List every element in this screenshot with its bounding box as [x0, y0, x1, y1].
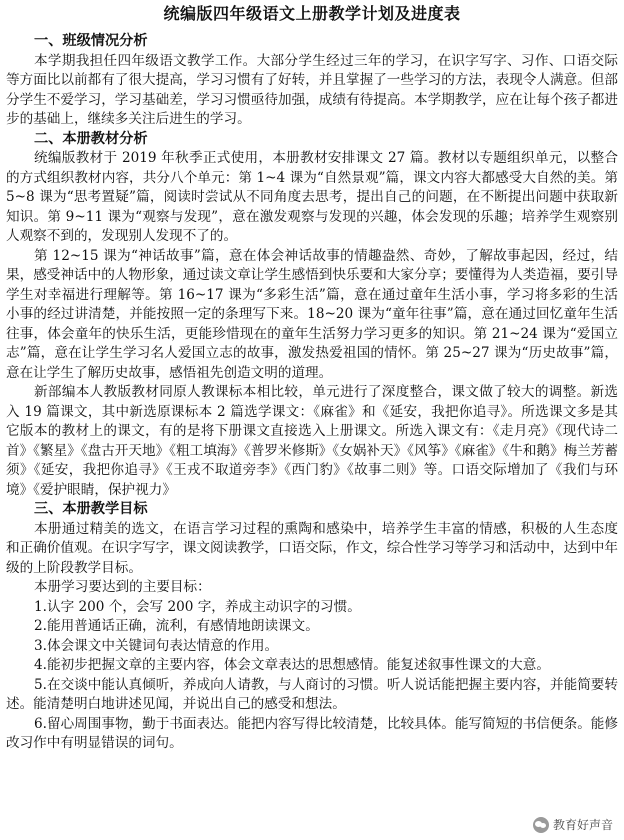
paragraph: 新部编本人教版教材同原人教课标本相比较，单元进行了深度整合，课文做了较大的调整。新选入 19 篇课文，其中新选原课标本 2 篇选学课文：《麻雀》和《延安，我把你追寻》。所选课文多是其它版本的教材上的课文，有的是将下册课文直接选入上册课文。所选入课文有：《走月亮》《现代诗二首》《繁星》《盘古开天地》《粗工填海》《普罗米修斯》《女娲补天》《风筝》《麻雀》《牛和鹅》梅兰芳蓄须》《延安，我把你追寻》《王戎不取道旁李》《西门豹》《故事二则》等。口语交际增加了《我们与环境》《爱护眼睛，保护视力》 [6, 384, 618, 498]
wechat-icon [533, 817, 549, 833]
watermark [530, 815, 616, 834]
paragraph: 本学期我担任四年级语文教学工作。大部分学生经过三年的学习，在识字写字、习作、口语交际等方面比以前都有了很大提高，学习习惯有了好转，并且掌握了一些学习的方法，表现令人满意。但部分学生不爱学习，学习基础差，学习习惯亟待加强，成绩有待提高。本学期教学，应在让每个孩子都进步的基础上，继续多关注后进生的学习。 [6, 52, 618, 127]
goal-item: 5.在交谈中能认真倾听，养成向人请教，与人商讨的习惯。听人说话能把握主要内容，并能简要转述。能清楚明白地讲述见闻，并说出自己的感受和想法。 [6, 676, 618, 712]
goal-item: 2.能用普通话正确，流利，有感情地朗读课文。 [34, 618, 319, 634]
paragraph: 第 12~15 课为“神话故事”篇，意在体会神话故事的情趣盎然、奇妙，了解故事起因，经过，结果，感受神话中的人物形象，通过读文章让学生感悟到快乐要和大家分享；要懂得为人类造福，要引导学生对幸福进行理解等。第 16~17 课为“多彩生活”篇，意在通过童年生活小事，学习将多彩的生活小事的经过讲清楚，并能按照一定的条理写下来。18~20 课为“童年往事”篇，意在通过回忆童年生活往事，体会童年的快乐生活，更能珍惜现在的童年生活努力学习更多的知识。第 21~24 课为“爱国立志”篇，意在让学生学习名人爱国立志的故事，激发热爱祖国的情怀。第 25~27 课为“历史故事”篇，意在让学生了解历史故事，感悟祖先创造文明的道理。 [6, 247, 618, 381]
section-heading-teaching-goals: 三、本册教学目标 [34, 501, 148, 517]
goal-item: 4.能初步把握文章的主要内容，体会文章表达的思想感情。能复述叙事性课文的大意。 [34, 657, 550, 673]
goal-item: 6.留心周围事物，勤于书面表达。能把内容写得比较清楚，比较具体。能写简短的书信便条。能修改习作中有明显错误的词句。 [6, 715, 618, 751]
goal-item: 1.认字 200 个，会写 200 字，养成主动识字的习惯。 [34, 598, 361, 615]
watermark-text: 教育好声音 [552, 818, 613, 832]
page-title: 统编版四年级语文上册教学计划及进度表 [163, 4, 461, 23]
section-heading-textbook-analysis: 二、本册教材分析 [34, 130, 148, 147]
paragraph: 本册通过精美的选文，在语言学习过程的熏陶和感染中，培养学生丰富的情感，积极的人生态度和正确价值观。在识字写字，课文阅读教学，口语交际，作文，综合性学习等学习和活动中，达到中年级的上阶段教学目标。 [6, 520, 618, 576]
paragraph: 统编版教材于 2019 年秋季正式使用，本册教材安排课文 27 篇。教材以专题组织单元，以整合的方式组织教材内容，共分八个单元：第 1~4 课为“自然景观”篇，课文内容大都感受大自然的美。第 5~8 课为“思考置疑”篇，阅读时尝试从不同角度去思考，提出自己的问题，在不断提出问题中获取新知识。第 9~11 课为“观察与发现”，意在激发观察与发现的兴趣，体会发现的乐趣；培养学生观察别人观察不到的，发现别人发现不了的。 [6, 150, 618, 244]
goal-item: 3.体会课文中关键词句表达情意的作用。 [34, 637, 279, 654]
section-heading-class-analysis: 一、班级情况分析 [34, 33, 148, 49]
paragraph: 本册学习要达到的主要目标： [34, 579, 211, 595]
